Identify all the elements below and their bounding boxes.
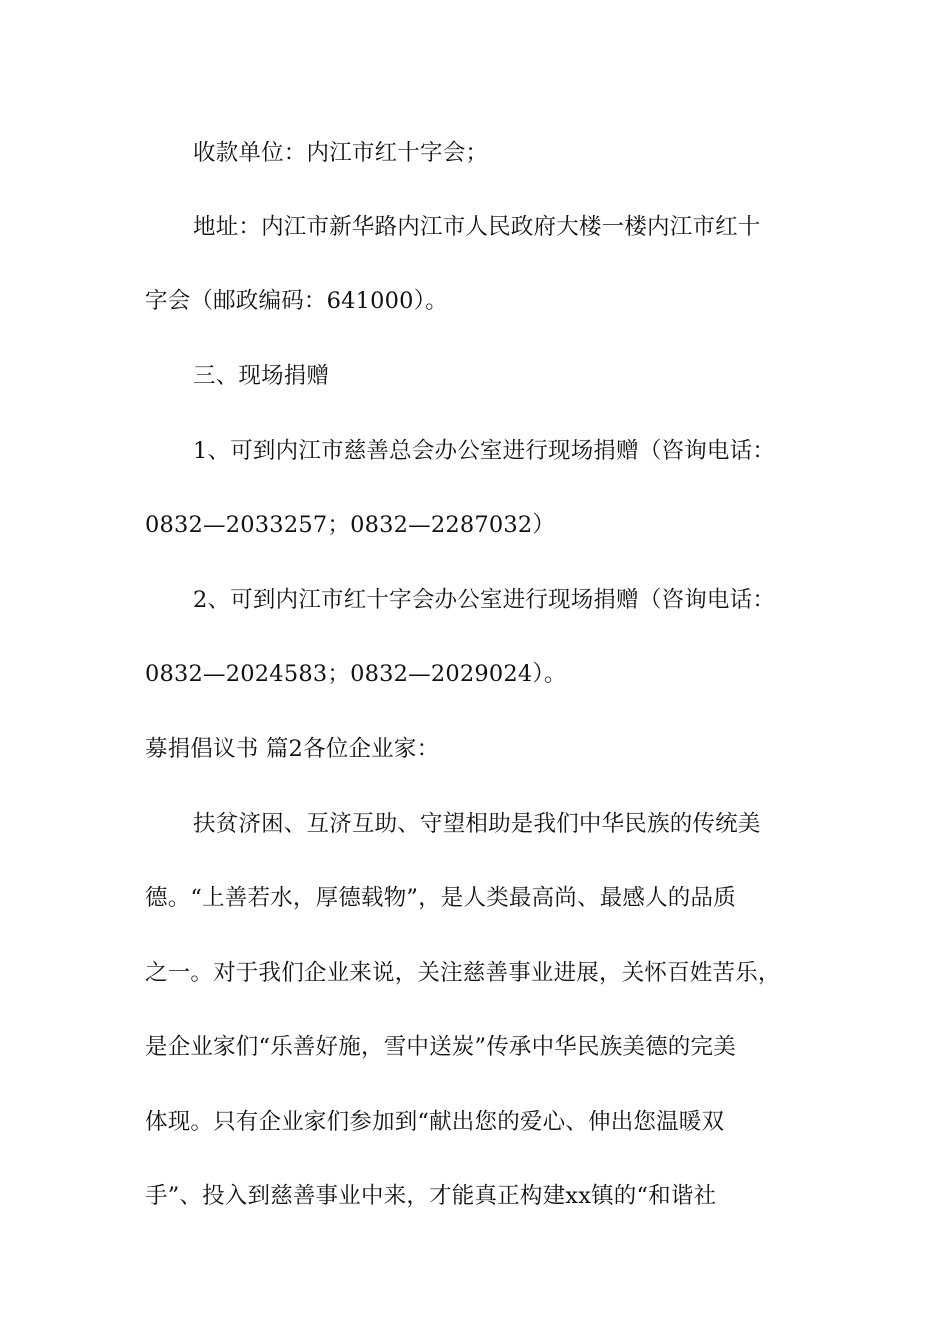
text-line: 1、可到内江市慈善总会办公室进行现场捐赠（咨询电话： (193, 438, 776, 464)
text-line: 0832—2033257；0832—2287032） (145, 512, 556, 538)
document-heading: 募捐倡议书 篇2各位企业家： (145, 736, 440, 762)
text-line: 德。“上善若水，厚德载物”，是人类最高尚、最感人的品质 (145, 885, 736, 911)
text-line: 扶贫济困、互济互助、守望相助是我们中华民族的传统美 (193, 811, 761, 837)
text-line: 收款单位：内江市红十字会； (193, 140, 489, 166)
text-line: 2、可到内江市红十字会办公室进行现场捐赠（咨询电话： (193, 587, 776, 613)
text-line: 0832—2024583；0832—2029024）。 (145, 661, 567, 687)
section-heading: 三、现场捐赠 (193, 363, 330, 389)
text-line: 地址：内江市新华路内江市人民政府大楼一楼内江市红十 (193, 214, 761, 240)
text-line: 手”、投入到慈善事业中来，才能真正构建xx镇的“和谐社 (145, 1183, 717, 1209)
text-line: 是企业家们“乐善好施，雪中送炭”传承中华民族美德的完美 (145, 1034, 736, 1060)
text-line: 体现。只有企业家们参加到“献出您的爱心、伸出您温暖双 (145, 1109, 725, 1135)
text-line: 字会（邮政编码：641000）。 (145, 288, 448, 314)
text-line: 之一。对于我们企业来说，关注慈善事业进展，关怀百姓苦乐， (145, 960, 781, 986)
